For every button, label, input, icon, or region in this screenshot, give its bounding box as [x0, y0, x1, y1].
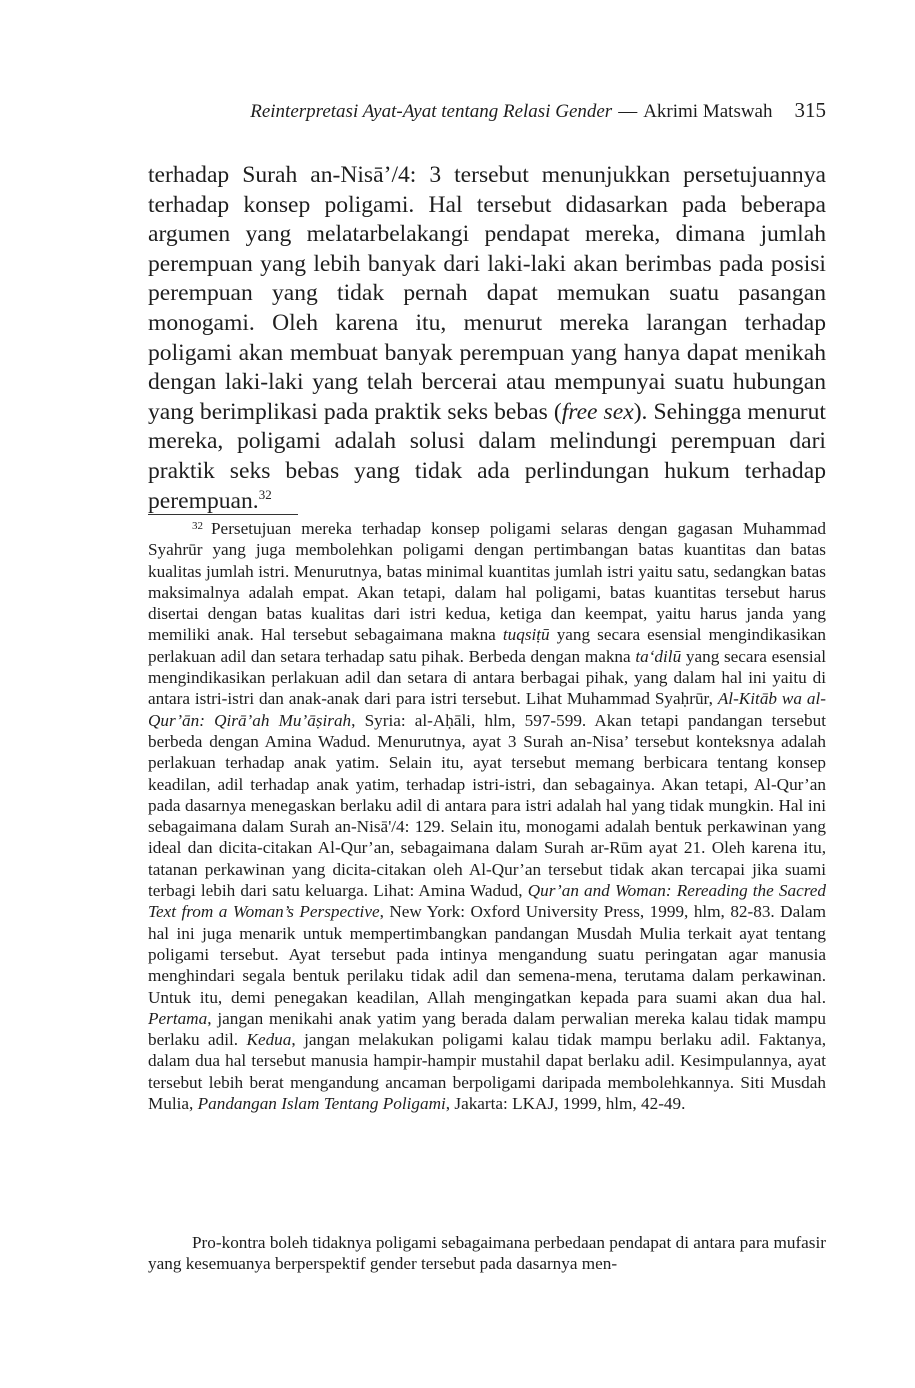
footnote-text: , Jakarta: LKAJ, 1999, hlm, 42-49. [445, 1094, 686, 1114]
footnote-book-title: Qur’an and Woman: Rereading the Sacred Text from a Woman’s Perspective [148, 881, 826, 922]
header-author: Akrimi Matswah [643, 101, 773, 122]
main-paragraph-italic: free sex [561, 398, 634, 425]
main-paragraph-text: terhadap Surah an-Nisā’/4: 3 tersebut menunjukkan persetujuannya terhadap konsep poligami. Hal tersebut didasarkan pada beberapa argumen yang melatarbelakangi pendapat mereka, dimana jumlah perempuan yang lebih banyak dari laki-laki akan berimbas pada posisi perempuan yang tidak pernah dapat memukan suatu pasangan monogami. Oleh karena itu, menurut mereka larangan terhadap poligami akan membuat banyak perempuan yang hanya dapat menikah dengan laki-laki yang telah bercerai atau mempunyai suatu hubungan yang berimplikasi pada praktik seks bebas ( [148, 162, 826, 425]
footnote-text: , jangan menikahi anak yatim yang berada dalam perwalian mereka kalau tidak mampu berlaku adil. [148, 1008, 826, 1050]
footnote-italic-term: tuqsiṭū [502, 625, 550, 645]
footnote-italic-term: Pertama [148, 1008, 208, 1028]
footnote-text: yang secara esensial mengindikasikan perlakuan adil dan setara di antara berbagai pihak, yang dalam hal ini yaitu di antara istri-istri dan anak-anak dari para istri tersebut. Lihat Muhammad Syaḥrūr, [148, 646, 826, 709]
main-paragraph [148, 161, 826, 516]
footnote-continuation-paragraph: Pro-kontra boleh tidaknya poligami sebagaimana perbedaan pendapat di antara para mufasir yang kesemuanya berperspektif gender tersebut pada dasarnya men- [148, 1233, 826, 1274]
running-header [148, 98, 826, 123]
page-number: 315 [794, 98, 826, 122]
footnote-italic-term: ta‘dilū [635, 646, 682, 666]
footnote-text: yang secara esensial mengindikasikan perlakuan adil dan setara terhadap satu pihak. Berbeda dengan makna [148, 625, 826, 666]
footnote-text: , jangan melakukan poligami kalau tidak mampu berlaku adil. Faktanya, dalam dua hal tersebut manusia hampir-hampir mustahil dapat berlaku adil. Kesimpulannya, ayat tersebut lebih berat mengandung ancaman berpoligami daripada membolehkannya. Siti Musdah Mulia, [148, 1030, 827, 1114]
footnote-text: , New York: Oxford University Press, 1999, hlm, 82-83. Dalam hal ini juga menarik untuk mempertimbangkan pandangan Musdah Mulia terkait ayat tentang poligami tersebut. Ayat tersebut pada intinya mengandung suatu peringatan agar manusia menghindari segala bentuk perilaku tidak adil dan semena-mena, terutama dalam perkawinan. Untuk itu, demi penegakan keadilan, Allah mengingatkan kepada para suami akan dua hal. [148, 902, 826, 1007]
main-paragraph-end: ). Sehingga menurut mereka, poligami adalah solusi dalam melindungi perempuan dari praktik seks bebas yang tidak ada perlindungan hukum terhadap perempuan. [148, 398, 826, 514]
footnote-text: , Syria: al-Aḥāli, hlm, 597-599. Akan tetapi pandangan tersebut berbeda dengan Amina Wadud. Menurutnya, ayat 3 Surah an-Nisa’ tersebut konteksnya adalah perlakuan terhadap anak yatim. Selain itu, ayat tersebut memang berbicara tentang konsep keadilan, adil terhadap anak yatim, terhadap istri-istri, dan sebagainya. Akan tetapi, Al-Qur’an pada dasarnya menegaskan berlaku adil di antara para istri adalah hal yang tidak mungkin. Hal ini sebagaimana dalam Surah an-Nisā'/4: 129. Selain itu, monogami adalah bentuk perkawinan yang ideal dan dicita-citakan Al-Qur’an, sebagaimana dalam Surah ar-Rūm ayat 21. Oleh karena itu, tatanan perkawinan yang dicita-citakan oleh Al-Qur’an tersebut tidak akan tercapai jika suami terbagi lebih dari satu keluarga. Lihat: Amina Wadud, [148, 710, 826, 901]
footnote-text: Persetujuan mereka terhadap konsep poligami selaras dengan gagasan Muhammad Syahrūr yang juga membolehkan poligami dengan pertimbangan batas kuantitas dan batas kualitas jumlah istri. Menurutnya, batas minimal kuantitas jumlah istri yaitu satu, sedangkan batas maksimalnya adalah empat. Akan tetapi, dalam hal poligami, batas kuantitas tersebut harus disertai dengan batas kualitas dari istri kedua, ketiga dan keempat, yaitu harus janda yang memiliki anak. Hal tersebut sebagaimana makna [148, 519, 826, 645]
footnote-divider [148, 514, 298, 515]
footnote-32 [148, 518, 826, 1114]
footnote-number: 32 [192, 520, 203, 532]
footnote-book-title: Al-Kitāb wa al-Qur’ān: Qirā’ah Mu’āṣirah [148, 689, 826, 730]
running-title: Reinterpretasi Ayat-Ayat tentang Relasi Gender [250, 101, 613, 122]
footnote-italic-term: Kedua [246, 1030, 292, 1050]
header-separator: — [618, 101, 638, 122]
footnote-book-title: Pandangan Islam Tentang Poligami [197, 1094, 446, 1114]
footnote-reference: 32 [258, 486, 272, 502]
